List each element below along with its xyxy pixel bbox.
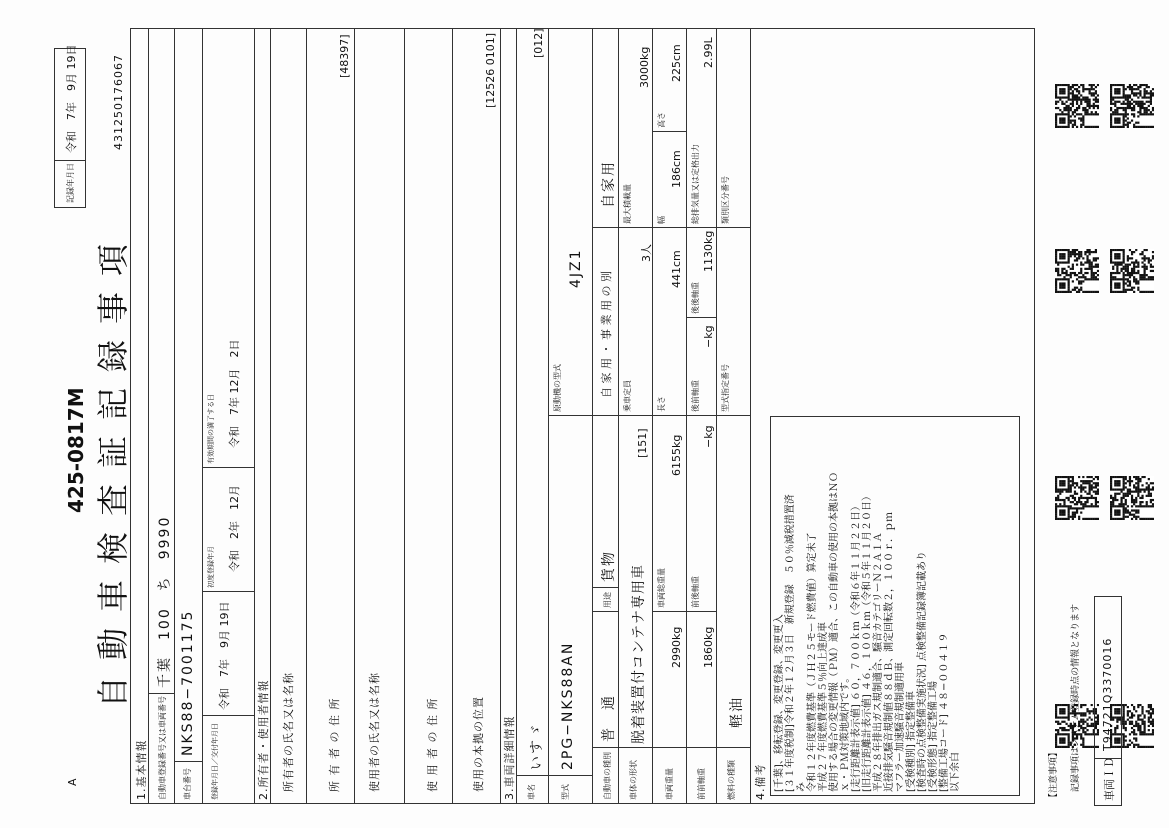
- remark-line: [検査時の点検整備実施状況] 点検整備記録簿記載あり: [917, 551, 928, 792]
- height-value: 225cm: [670, 44, 683, 82]
- purpose-label: 自 家 用 ・ 事 業 用 の 別: [600, 271, 613, 398]
- engine-type-value: 4JZ1: [568, 248, 584, 288]
- fuel-type-label: 燃料の種類: [727, 760, 736, 800]
- remark-line: [走行距離計表示値] ６０，７００ｋｍ（令和６年１１月２２日）: [851, 501, 862, 792]
- corner-mark: A: [66, 778, 79, 786]
- remark-line: 使用する場合の変更情報（ＰＭ）適合、この自動車の使用の本拠はＮＯ: [829, 472, 840, 792]
- vehicle-weight-label: 車両重量: [665, 768, 674, 800]
- owner-name-label: 所有者の氏名又は名称: [282, 672, 295, 792]
- qr-code-icon: [1110, 249, 1154, 293]
- vehicle-kind-value: 普 通: [601, 694, 617, 742]
- max-load-label: 最大積載量: [623, 184, 632, 224]
- remark-line: ｘ・ＰＭ対策地域内です。: [840, 672, 851, 792]
- rear-rear-axle-label: 後後軸重: [691, 282, 700, 314]
- capacity-value: 3人: [640, 244, 653, 262]
- remarks-list: [774, 472, 961, 792]
- front-rear-axle-label: 前後軸重: [691, 576, 700, 608]
- document-title: 自動車検査証記録事項: [94, 227, 132, 708]
- first-registration-value: 令和 2年 12月: [228, 485, 241, 572]
- remark-line: マフラー加速騒音規制適用車: [895, 662, 906, 792]
- chassis-number-label: 車台番号: [183, 768, 192, 800]
- record-date-box: [54, 44, 86, 208]
- user-address-label: 使 用 者 の 住 所: [426, 697, 439, 792]
- remark-line: [受検種別] 指定整備車: [906, 691, 917, 792]
- model-value: 2PG−NKS88AN: [560, 641, 576, 770]
- remark-line: 以下余白: [950, 752, 961, 792]
- qr-code-icon: [1110, 476, 1154, 520]
- gross-weight-label: 車両総重量: [657, 568, 666, 608]
- body-shape-value: 脱着装置付コンテナ専用車: [631, 564, 647, 744]
- remark-line: [千葉]、移転登録、変更登録、変更更入: [774, 614, 785, 792]
- front-front-axle-label: 前前軸重: [697, 768, 706, 800]
- remark-line: 平成２７年度燃費基準５％向上達成車: [818, 622, 829, 792]
- vehicle-weight-value: 2990kg: [670, 626, 683, 668]
- rear-front-axle-value: −kg: [702, 325, 715, 348]
- vehicle-id-label: 車両ＩＤ: [1103, 757, 1116, 801]
- remark-line: [３１年度税制]令和２年１２月３日 新規登録 ５０％減税措置済: [785, 494, 796, 792]
- maker-value: いすゞ: [529, 722, 545, 770]
- qr-code-icon: [1055, 249, 1099, 293]
- remark-line: [整備工場コード] ４８−００４１９: [939, 632, 950, 792]
- gross-weight-value: 6155kg: [670, 434, 683, 476]
- class-number-label: 類別区分番号: [721, 176, 730, 224]
- remark-line: 令和１２年度燃費基準（ＪＨ２５モード燃費値）算定未了: [807, 532, 818, 792]
- width-label: 幅: [657, 216, 666, 224]
- registration-number-label: 自動車登録番号又は車両番号: [158, 696, 167, 800]
- section2-title: 2.所有者・使用者情報: [257, 679, 270, 800]
- use-label: 用途: [603, 592, 612, 608]
- remark-line: 平成２８年排出ガス規制適合、騒音カテゴリーＮ２Ａ１Ａ: [873, 532, 884, 792]
- displacement-label: 総排気量又は定格出力: [691, 144, 700, 224]
- registration-number-value: 千葉 100 ち 9990: [157, 515, 173, 688]
- first-registration-label: 初度登録年月: [207, 546, 215, 588]
- base-location-label: 使用の本拠の位置: [472, 696, 485, 792]
- section1-title: 1.基本情報: [135, 739, 148, 800]
- serial-number: 431250176067: [112, 54, 125, 150]
- model-label: 型式: [561, 784, 570, 800]
- section4-title: 4.備考: [754, 763, 767, 800]
- qr-code-icon: [1055, 476, 1099, 520]
- section3-title: 3.車両詳細情報: [503, 715, 516, 800]
- body-shape-label: 車体の形状: [629, 760, 638, 800]
- maker-code: [012]: [532, 28, 545, 58]
- engine-type-label: 原動機の型式: [553, 364, 562, 412]
- width-value: 186cm: [670, 150, 683, 188]
- purpose-value: 自家用: [601, 160, 617, 208]
- user-name-label: 使用者の氏名又は名称: [368, 672, 381, 792]
- remark-line: み: [796, 782, 807, 792]
- document-code: 425-0817M: [64, 387, 88, 513]
- qr-code-icon: [1110, 84, 1154, 128]
- vehicle-kind-label: 自動車の種別: [603, 752, 612, 800]
- fuel-type-value: 軽油: [729, 696, 745, 728]
- remark-line: 近接排気騒音規制値８８ｄＢ、測定回転数２，１００ｒ．ｐｍ: [884, 512, 895, 792]
- remark-line: [旧走行距離計表示値] ４６，１００ｋｍ（令和５年１１月２０日）: [862, 491, 873, 792]
- owner-address-label: 所 有 者 の 住 所: [328, 697, 341, 792]
- owner-address-code: [48397]: [338, 34, 351, 78]
- base-location-code: [12526 0101]: [484, 32, 497, 108]
- capacity-label: 乗車定員: [623, 380, 632, 412]
- qr-code-icon: [1055, 84, 1099, 128]
- front-rear-axle-value: −kg: [702, 425, 715, 448]
- height-label: 高さ: [657, 112, 666, 128]
- record-date-label: 記録年月日: [66, 163, 75, 203]
- max-load-value: 3000kg: [638, 46, 651, 88]
- remark-line: [受検形態] 指定整備工場: [928, 681, 939, 792]
- registration-date-label: 登録年月日／交付年月日: [211, 723, 219, 800]
- rear-rear-axle-value: 1130kg: [702, 230, 715, 272]
- expiry-date-value: 令和 7年 12月 2日: [228, 339, 241, 448]
- use-value: 貨物: [601, 550, 617, 582]
- body-shape-code: [151]: [636, 428, 649, 458]
- vehicle-id-value: T94721Q3370016: [1101, 637, 1114, 751]
- expiry-date-label: 有効期間の満了する日: [207, 394, 215, 464]
- chassis-number-value: NKS88−7001175: [180, 609, 196, 756]
- notes-title: 【注意事項】: [1049, 747, 1059, 802]
- registration-date-value: 令和 7年 9月 19日: [218, 601, 231, 710]
- vehicle-id-box: [1094, 596, 1122, 806]
- displacement-value: 2.99L: [702, 37, 715, 68]
- notes-text: 記録事項はシステム登録時点の情報となります: [1071, 603, 1081, 792]
- length-value: 441cm: [670, 250, 683, 288]
- front-front-axle-value: 1860kg: [702, 626, 715, 668]
- maker-label: 車名: [527, 784, 536, 800]
- length-label: 長さ: [657, 396, 666, 412]
- rear-front-axle-label: 後前軸重: [691, 380, 700, 412]
- type-designation-label: 型式指定番号: [721, 364, 730, 412]
- record-date-value: 令和 7年 9月 19日: [65, 44, 78, 153]
